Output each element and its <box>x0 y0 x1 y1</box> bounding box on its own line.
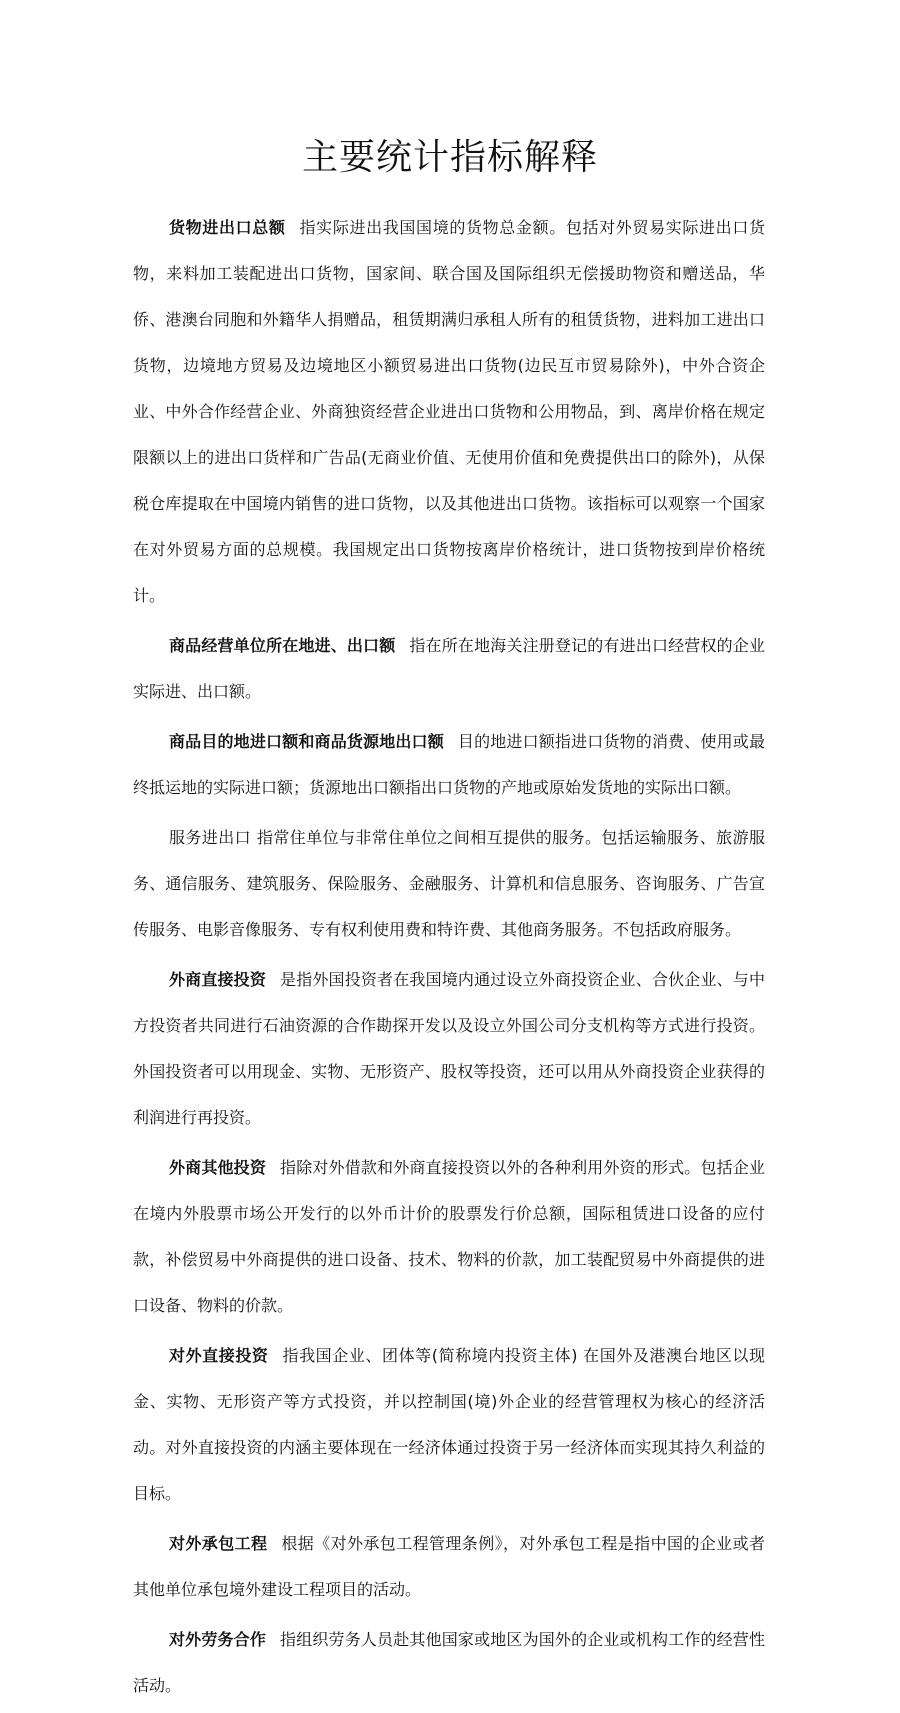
definition-text: 指组织劳务人员赴其他国家或地区为国外的企业或机构工作的经营性活动。 <box>133 1630 765 1695</box>
definition-entry <box>133 815 765 953</box>
definition-entry <box>133 1145 765 1329</box>
definition-entry <box>133 1333 765 1517</box>
definition-term: 外商其他投资 <box>169 1158 267 1177</box>
definition-term: 商品经营单位所在地进、出口额 <box>169 636 396 655</box>
definition-entry <box>133 205 765 619</box>
definition-term: 对外直接投资 <box>169 1346 269 1365</box>
page-title: 主要统计指标解释 <box>301 137 598 179</box>
definition-term: 货物进出口总额 <box>169 218 286 237</box>
definition-entry <box>133 1521 765 1613</box>
definition-text: 目的地进口额指进口货物的消费、使用或最终抵运地的实际进口额；货源地出口额指出口货物的产地或原始发货地的实际出口额。 <box>133 732 765 797</box>
definition-term: 服务进出口 <box>169 828 251 847</box>
definition-term: 对外劳务合作 <box>169 1630 267 1649</box>
definition-text: 是指外国投资者在我国境内通过设立外商投资企业、合伙企业、与中方投资者共同进行石油资源的合作勘探开发以及设立外国公司分支机构等方式进行投资。外国投资者可以用现金、实物、无形资产、股权等投资，还可以用从外商投资企业获得的利润进行再投资。 <box>133 970 765 1127</box>
definition-term: 外商直接投资 <box>169 970 267 989</box>
definition-entry <box>133 719 765 811</box>
definition-entry <box>133 623 765 715</box>
definition-text: 指在所在地海关注册登记的有进出口经营权的企业实际进、出口额。 <box>133 636 765 701</box>
definition-text: 根据《对外承包工程管理条例》，对外承包工程是指中国的企业或者其他单位承包境外建设工程项目的活动。 <box>133 1534 765 1599</box>
definition-text: 指常住单位与非常住单位之间相互提供的服务。包括运输服务、旅游服务、通信服务、建筑服务、保险服务、金融服务、计算机和信息服务、咨询服务、广告宣传服务、电影音像服务、专有权利使用费和特许费、其他商务服务。不包括政府服务。 <box>133 828 765 939</box>
definition-entry <box>133 1617 765 1709</box>
definition-entry <box>133 957 765 1141</box>
definition-term: 对外承包工程 <box>169 1534 268 1553</box>
definition-text: 指我国企业、团体等(简称境内投资主体) 在国外及港澳台地区以现金、实物、无形资产等方式投资，并以控制国(境)外企业的经营管理权为核心的经济活动。对外直接投资的内涵主要体现在一经济体通过投资于另一经济体而实现其持久利益的目标。 <box>133 1346 765 1503</box>
definition-term: 商品目的地进口额和商品货源地出口额 <box>169 732 444 751</box>
definition-text: 指实际进出我国国境的货物总金额。包括对外贸易实际进出口货物，来料加工装配进出口货物，国家间、联合国及国际组织无偿援助物资和赠送品，华侨、港澳台同胞和外籍华人捐赠品，租赁期满归承租人所有的租赁货物，进料加工进出口货物，边境地方贸易及边境地区小额贸易进出口货物(边民互市贸易除外)，中外合资企业、中外合作经营企业、外商独资经营企业进出口货物和公用物品，到、离岸价格在规定限额以上的进出口货样和广告品(无商业价值、无使用价值和免费提供出口的除外)，从保税仓库提取在中国境内销售的进口货物，以及其他进出口货物。该指标可以观察一个国家在对外贸易方面的总规模。我国规定出口货物按离岸价格统计，进口货物按到岸价格统计。 <box>133 218 765 605</box>
definitions-list <box>133 205 765 1713</box>
definition-text: 指除对外借款和外商直接投资以外的各种利用外资的形式。包括企业在境内外股票市场公开发行的以外币计价的股票发行价总额，国际租赁进口设备的应付款，补偿贸易中外商提供的进口设备、技术、物料的价款，加工装配贸易中外商提供的进口设备、物料的价款。 <box>133 1158 765 1315</box>
